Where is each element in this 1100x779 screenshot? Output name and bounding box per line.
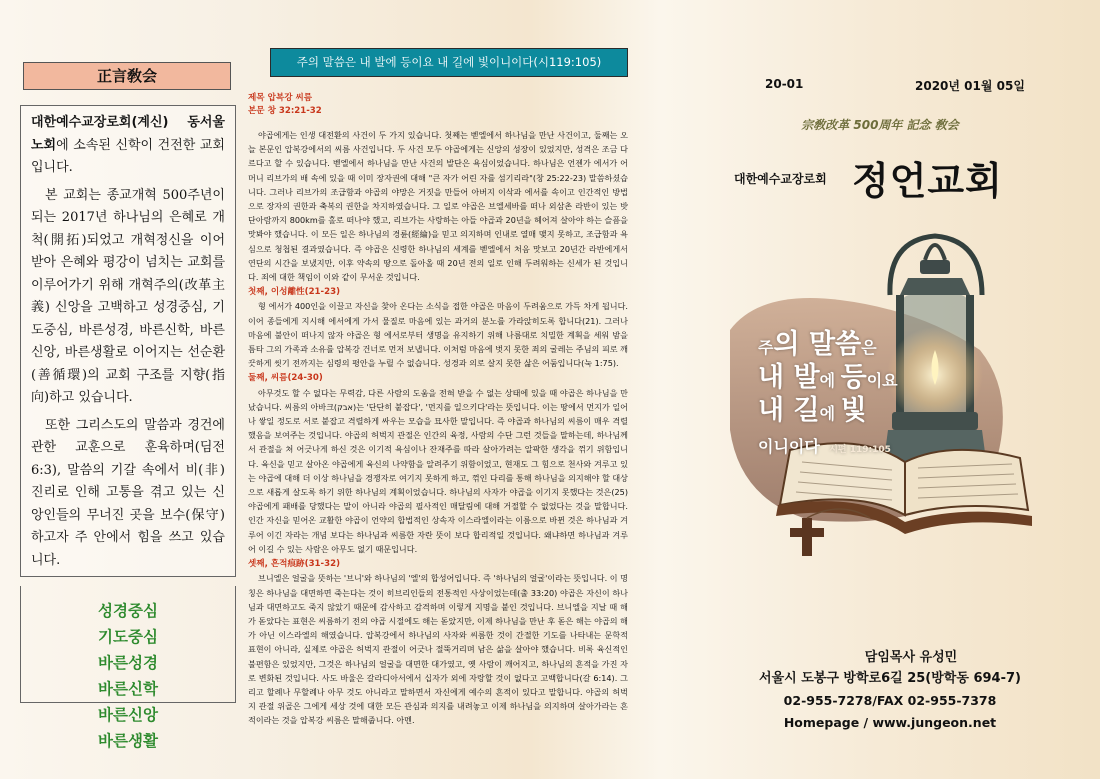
denomination-label: 대한예수교장로회 xyxy=(734,172,827,186)
phone-fax: 02-955-7278/FAX 02-955-7378 xyxy=(783,693,997,708)
intro-lead xyxy=(31,112,225,180)
intro-box xyxy=(20,105,236,577)
church-info xyxy=(740,648,1040,734)
motto-item: 기도중심 xyxy=(98,628,158,646)
intro-paragraph: 본 교회는 종교개혁 500주년이 되는 2017년 하나님의 은혜로 개척(開拓)되었고 개혁정신을 이어받아 은혜와 평강이 넘치는 교회를 이루어가기 위해 개혁주의(改革主義) 신앙을 고백하고 성경중심, 기도중심, 바른성경, 바른신학, 바른신앙, 바른생활로 이어지는 선순환(善循環)의 교회 구조를 지향(指向)하고 있습니다. xyxy=(31,187,225,405)
verse-part: 이요 xyxy=(866,371,898,390)
anniversary-line: 宗敎改革 500周年 記念 敎会 xyxy=(801,118,959,132)
motto-item: 성경중심 xyxy=(98,602,158,620)
verse-part: 내 발 xyxy=(758,362,820,393)
verse-part: 에 xyxy=(819,404,841,423)
pastor-name: 담임목사 유성민 xyxy=(864,650,958,665)
motto-item: 바른생활 xyxy=(98,732,158,750)
verse-part: 빛 xyxy=(840,395,867,426)
verse-reference: 시편 119:105 xyxy=(829,445,891,455)
verse-part: 내 길 xyxy=(758,395,820,426)
sermon-text-ref: 본문 창 32:21-32 xyxy=(248,106,322,116)
verse-part: 주 xyxy=(758,338,774,357)
sermon-heading: 셋째, 흔적痕跡(31-32) xyxy=(248,559,340,570)
bulletin-number: 20-01 xyxy=(765,77,804,91)
motto-item: 바른성경 xyxy=(98,654,158,672)
illustration-verse xyxy=(758,330,958,465)
address: 서울시 도봉구 방학로6길 25(방학동 694-7) xyxy=(759,671,1021,686)
motto-item: 바른신앙 xyxy=(98,706,158,724)
homepage: Homepage / www.jungeon.net xyxy=(783,715,997,730)
verse-part: 에 xyxy=(819,371,841,390)
bulletin-date: 2020년 01월 05일 xyxy=(915,79,1025,93)
sermon-heading: 둘째, 씨름(24-30) xyxy=(248,373,323,384)
verse-part: 이니이다 xyxy=(758,437,820,456)
church-name: 정언교회 xyxy=(852,159,1003,203)
sermon-paragraph: 아무것도 할 수 없다는 무력감, 다른 사람의 도움을 전혀 받을 수 없는 상태에 있을 때 야곱은 하나님을 만났습니다. 씨름의 아바크(אבק)는 '단단히 붙잡다', '먼지를 일으키다'라는 뜻입니다. 이는 땅에서 먼지가 일어나 쌓일 정도로 서로 붙잡고 격렬하게 싸우는 모습을 묘사한 말입니다. 즉 야곱과 하나님의 씨름이 매우 격렬했음을 보여주는 것입니다. 야곱의 허벅지 관절은 인간의 육정, 사람의 수단 그런 것들을 말하는데, 하나님께서 관절을 쳐 어긋나게 하신 것은 이기적 욕심이나 잔재주를 따라 살아가려는 알팍한 생각을 꺾기 위함입니다. 육신을 믿고 살아온 야곱에게 육신의 나약함을 알려주기 위함이었고, 현재도 그 힘으로 천사와 겨루고 있는 야곱에 대해 더 이상 하나님을 경쟁자로 여기지 못하게 하고, 꺾인 다리를 통해 하나님을 의지해야 할 대상으로 새롭게 살도록 하기 위한 하나님의 계획이었습니다. 하나님의 사자가 야곱을 이기지 못했다는 것은(25) 야곱에게 패배를 당했다는 말이 아니라 야곱의 필사적인 매달림에 대해 거절할 수 없었다는 것을 말합니다. 인간 자신을 믿어온 교활한 야곱이 언약의 합법적인 상속자 이스라엘이라는 이름으로 바뀐 것은 하나님과 겨루어 이긴 자라는 개념 보다는 하나님과 씨름한 자란 뜻이 보다 합리적일 것입니다. 왜냐하면 하나님과 겨루어 이길 수 있는 사람은 아무도 없기 때문입니다. xyxy=(248,387,628,554)
sermon-title: 제목 압복강 씨름 xyxy=(248,93,313,103)
intro-lead-bold: 대한예수교장로회(계신) 동서울 노회 xyxy=(31,115,225,153)
intro-paragraph: 또한 그리스도의 말씀과 경건에 관한 교훈으로 훈육하며(딤전 6:3), 말씀의 기갈 속에서 비(非) 진리로 인해 고통을 겪고 있는 신앙인들의 무너진 곳을 보수(保守)하고자 주 안에서 힘을 쓰고 있습니다. xyxy=(31,417,225,568)
verse-part: 의 말씀 xyxy=(773,329,862,360)
sermon-paragraph: 브니엘은 얼굴을 뜻하는 '브니'와 하나님의 '엘'의 합성어입니다. 즉 '하나님의 얼굴'이라는 뜻입니다. 이 명칭은 하나님을 대면하면 죽는다는 것이 히브리인들의 전통적인 사상이었는데(출 33:20) 야곱은 자신이 하나님과 대면하고도 죽지 않았기 때문에 감사하고 감격하며 이렇게 지명을 붙인 것입니다. 브니엘을 지날 때 해가 돋았다는 표현은 씨름하기 전의 야곱 시절에도 해는 돋았지만, 이제 하나님을 만난 후 돋은 해는 야곱의 해가 아닌 이스라엘의 해였습니다. 압복강에서 하나님의 사자와 씨름한 것이 간절한 기도를 나타내는 문학적 표현이 아니라, 실제로 야곱은 허벅지 관절이 어긋나 절뚝거리며 남은 삶을 살아야 했습니다. 비록 육신적인 불편함은 있었지만, 그것은 하나님의 얼굴을 대면한 대가였고, 옛 사람이 깨어지고, 하나님의 흔적을 가진 자로 변화된 것입니다. 사도 바울은 갈라디아서에서 십자가 외에 자랑할 것이 없다고 고백합니다(갈 6:14). 그리고 할례나 무할례나 아무 것도 아니라고 말하면서 자신에게 예수의 흔적이 있다고 말합니다. 야곱의 허벅지 관절 위골은 그에게 세상 것에 대한 모든 관심과 의지를 내려놓고 이제 하나님을 의지하며 살아가라는 흔적이라는 것을 압복강 씨름은 말해줍니다. 아멘. xyxy=(248,573,628,726)
verse-banner: 주의 말씀은 내 발에 등이요 내 길에 빛이니이다(시119:105) xyxy=(270,48,628,77)
motto-item: 바른신학 xyxy=(98,680,158,698)
sermon-paragraph: 야곱에게는 인생 대전환의 사건이 두 가지 있습니다. 첫째는 벧엘에서 하나님을 만난 사건이고, 둘째는 오늘 본문인 압복강에서의 씨름 사건입니다. 두 사건 모두 야곱에게는 신앙의 성장이 있었지만, 성격은 조금 다르다고 할 수 있습니다. 벧엘에서 하나님을 만난 사건의 발단은 욕심이었습니다. 하나님은 언젠가 에서가 어머니 리브가의 배 속에 있을 때 이미 장자권에 대해 "큰 자가 어린 자를 섬기리라"(창 25:22-23) 말씀하셨습니다. 그러나 리브가의 조급함과 야곱의 야망은 거짓을 만들어 아버지 이삭과 에서를 속이고 인간적인 방법으로 장자의 권한과 축복의 권한을 차지하였습니다. 그 일로 야곱은 브엘세바를 떠나 외삼촌 라반이 있는 밧단아람까지 800km를 홀로 떠나야 했고, 리브가는 사랑하는 아들 야곱과 20년을 헤어져 살아야 하는 슬픔을 맛봐야 했습니다. 이 모든 일은 하나님의 경륜(經綸)을 믿고 의지하며 인내로 열매 맺지 못하고, 조급함과 욕심으로 청첩된 결과였습니다. 즉 야곱은 신령한 하나님의 세계를 벧엘에서 처음 맛보고 20년간 라반에게서 연단의 시간을 보냈지만, 이후 약속의 땅으로 돌아올 때 20년 전의 일로 인해 두려워하는 신세가 된 것입니다. 죄에 대한 책임이 이와 같이 무서운 것입니다. xyxy=(248,130,628,283)
motto-list xyxy=(20,586,236,750)
sermon-heading: 첫째, 이성離性(21-23) xyxy=(248,287,340,298)
sermon-paragraph: 형 에서가 400인을 이끌고 자신을 찾아 온다는 소식을 접한 야곱은 마음이 두려움으로 가득 차게 됩니다. 이어 종들에게 지시해 에서에게 가서 물질로 마음에 있는 과거의 분노를 가라앉히도록 합니다(21). 그러나 마음에 불안이 떠나지 않자 야곱은 형 에서로부터 생명을 유지하기 위해 나름대로 치밀한 계획을 세워 밤을 틈타 그의 가족과 소유를 압복강 건너로 먼저 보냅니다. 이처럼 마음에 벗지 못한 죄의 굴레는 주님의 피로 깨끗하게 씻기 전까지는 심령의 평안을 누릴 수 없습니다. 성경과 의로 살지 못한 삶은 어둠입니다(눅 1:75). xyxy=(248,301,628,369)
verse-part: 은 xyxy=(861,338,877,357)
intro-lead-rest: 에 소속된 신학이 건전한 교회입니다. xyxy=(31,137,225,175)
church-tag: 正言敎会 xyxy=(23,62,231,90)
sermon-column xyxy=(248,92,628,772)
verse-part: 등 xyxy=(840,362,867,393)
left-panel xyxy=(18,48,240,763)
